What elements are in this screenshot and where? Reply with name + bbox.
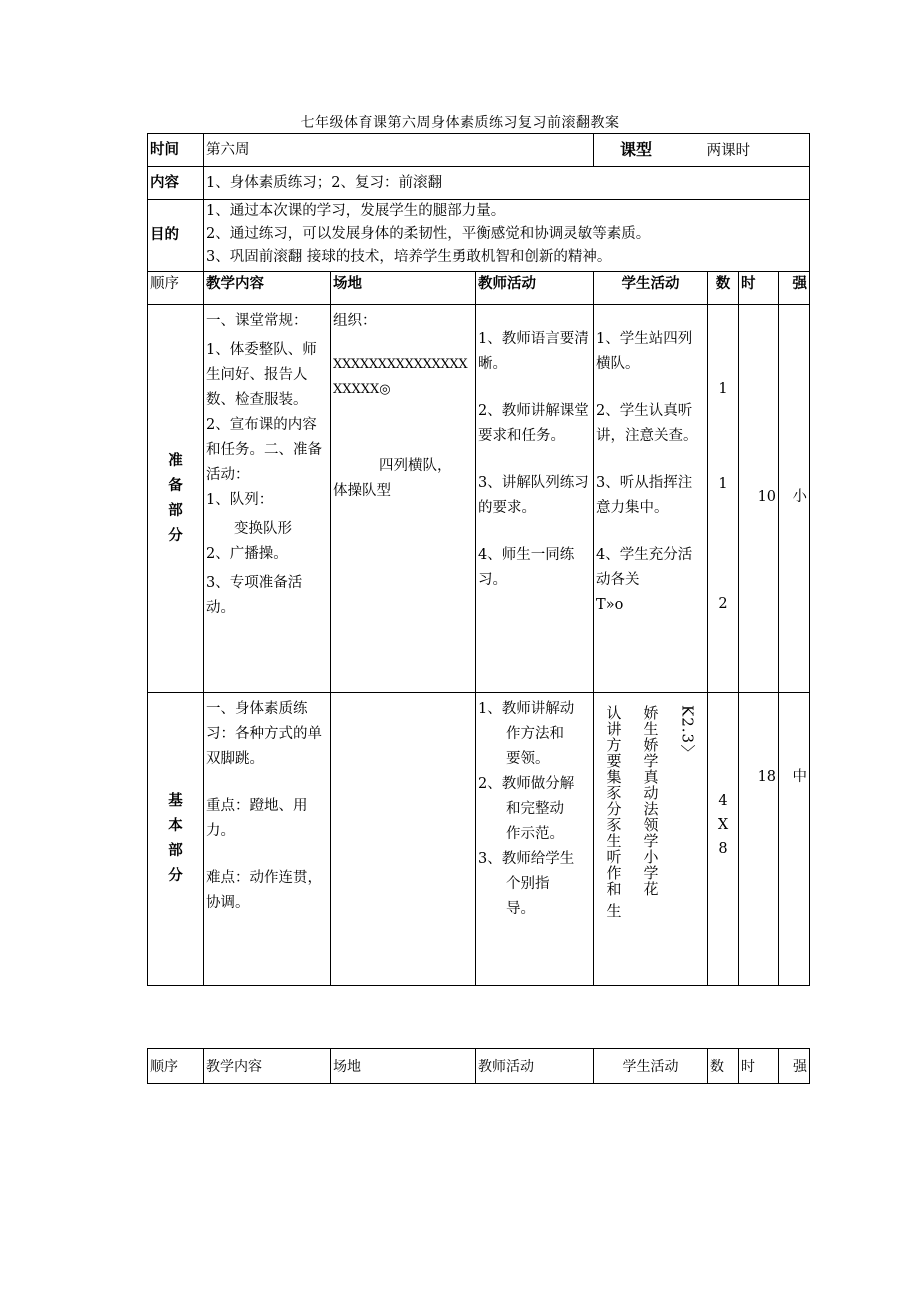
teacher-line: 1、教师讲解动 [478, 701, 575, 717]
col-count: 数 [708, 272, 739, 305]
teacher-line: 作示范。 [506, 826, 564, 842]
formation-line: XXXXXXXXXXXXXXX [333, 357, 468, 372]
prep-section-row [148, 305, 810, 693]
column-header-row [148, 272, 810, 305]
basic-teacher [476, 693, 594, 986]
student-line: 1、学生站四列横队。 [596, 331, 693, 372]
label-char: 分 [168, 527, 183, 544]
col-content: 教学内容 [204, 272, 331, 305]
basic-student [594, 693, 708, 986]
basic-section-row [148, 693, 810, 986]
student-vertical-text: K2.3〉 [678, 705, 697, 761]
col-time: 时 [739, 272, 779, 305]
basic-content [204, 693, 331, 986]
col-intensity: 强 [779, 272, 810, 305]
col-student: 学生活动 [594, 1049, 708, 1084]
count-value: 4 [718, 793, 728, 809]
col-count: 数 [708, 1049, 739, 1084]
teacher-line: 3、讲解队列练习的要求。 [478, 475, 589, 516]
student-line: T»o [596, 597, 624, 613]
basic-venue [331, 693, 476, 986]
student-vertical-text: 娇生娇学真动法领学小学花 [641, 705, 660, 897]
time-value: 第六周 [204, 134, 594, 167]
lesson-plan-table-continued [147, 1048, 810, 1084]
venue-line: 组织： [333, 313, 377, 329]
prep-teacher [476, 305, 594, 693]
count-value: 1 [718, 381, 728, 397]
teacher-line: 2、教师做分解 [478, 776, 575, 792]
count-value: 8 [718, 841, 728, 857]
content-line: 1、体委整队、师生问好、报告人数、检查服装。 [206, 342, 317, 408]
student-vertical-text: 认讲方要集豕分豕生听作和 生 [604, 705, 623, 919]
teacher-line: 4、师生一同练习。 [478, 547, 575, 588]
lesson-type [594, 134, 810, 167]
student-line: 4、学生充分活动各关 [596, 547, 693, 588]
label-char: 部 [168, 502, 183, 519]
col-venue: 场地 [331, 1049, 476, 1084]
content-line: 重点：蹬地、用力。 [206, 798, 308, 839]
teacher-line: 1、教师语言要清晰。 [478, 331, 589, 372]
goal-item: 1、通过本次课的学习，发展学生的腿部力量。 [206, 203, 506, 219]
label-char: 分 [168, 868, 183, 884]
venue-line: 四列横队， [379, 458, 452, 474]
teacher-line: 要领。 [506, 751, 550, 767]
content-line: 变换队形 [234, 521, 292, 537]
teacher-line: 个别指 [506, 876, 550, 892]
goal-list [204, 200, 810, 272]
prep-count [708, 305, 739, 693]
col-teacher: 教师活动 [476, 272, 594, 305]
formation-line: XXXXX◎ [333, 382, 391, 397]
label-char: 本 [168, 818, 183, 834]
type-value: 两课时 [706, 142, 751, 159]
student-line: 3、听从指挥注意力集中。 [596, 475, 693, 516]
time-row [148, 134, 810, 167]
student-line: 2、学生认真听讲，注意关查。 [596, 403, 698, 444]
content-line: 2、宣布课的内容和任务。二、准备活动： [206, 417, 322, 483]
col-student: 学生活动 [594, 272, 708, 305]
col-order: 顺序 [148, 1049, 204, 1084]
prep-time: 10 [739, 305, 779, 693]
basic-time: 18 [739, 693, 779, 986]
col-intensity: 强 [779, 1049, 810, 1084]
content-line: 难点：动作连贯，协调。 [206, 870, 322, 911]
col-order: 顺序 [148, 272, 204, 305]
content-line: 一、课堂常规： [206, 313, 308, 329]
prep-section-label [148, 305, 204, 693]
type-label: 课型 [620, 139, 653, 159]
count-value: 2 [718, 596, 728, 612]
content-row [148, 167, 810, 200]
prep-venue [331, 305, 476, 693]
teacher-line: 作方法和 [506, 726, 564, 742]
label-char: 准 [168, 452, 183, 469]
col-teacher: 教师活动 [476, 1049, 594, 1084]
content-label: 内容 [148, 167, 204, 200]
prep-intensity: 小 [779, 305, 810, 693]
content-line: 2、广播操。 [206, 546, 288, 562]
lesson-plan-table [147, 133, 810, 986]
goal-label: 目的 [148, 200, 204, 272]
document-title: 七年级体育课第六周身体素质练习复习前滚翻教案 [300, 115, 620, 131]
teacher-line: 2、教师讲解课堂要求和任务。 [478, 403, 589, 444]
label-char: 基 [168, 793, 183, 809]
goal-item: 2、通过练习，可以发展身体的柔韧性，平衡感觉和协调灵敏等素质。 [206, 226, 651, 242]
teacher-line: 和完整动 [506, 801, 564, 817]
column-header-row [148, 1049, 810, 1084]
label-char: 备 [168, 477, 183, 494]
goal-item: 3、巩固前滚翻 接球的技术，培养学生勇敢机智和创新的精神。 [206, 249, 612, 265]
content-value: 1、身体素质练习；2、复习：前滚翻 [204, 167, 810, 200]
label-char: 部 [168, 843, 183, 859]
count-value: X [717, 817, 729, 833]
content-line: 3、专项准备活动。 [206, 575, 303, 616]
time-label: 时间 [148, 134, 204, 167]
col-time: 时 [739, 1049, 779, 1084]
teacher-line: 导。 [506, 901, 535, 917]
content-line: 1、队列： [206, 492, 274, 508]
teacher-line: 3、教师给学生 [478, 851, 575, 867]
basic-section-label [148, 693, 204, 986]
prep-student [594, 305, 708, 693]
col-content: 教学内容 [204, 1049, 331, 1084]
prep-content [204, 305, 331, 693]
basic-count [708, 693, 739, 986]
goal-row [148, 200, 810, 272]
basic-intensity: 中 [779, 693, 810, 986]
content-line: 一、身体素质练习：各种方式的单双脚跳。 [206, 701, 322, 767]
count-value: 1 [718, 476, 728, 492]
col-venue: 场地 [331, 272, 476, 305]
venue-line: 体操队型 [333, 483, 391, 499]
